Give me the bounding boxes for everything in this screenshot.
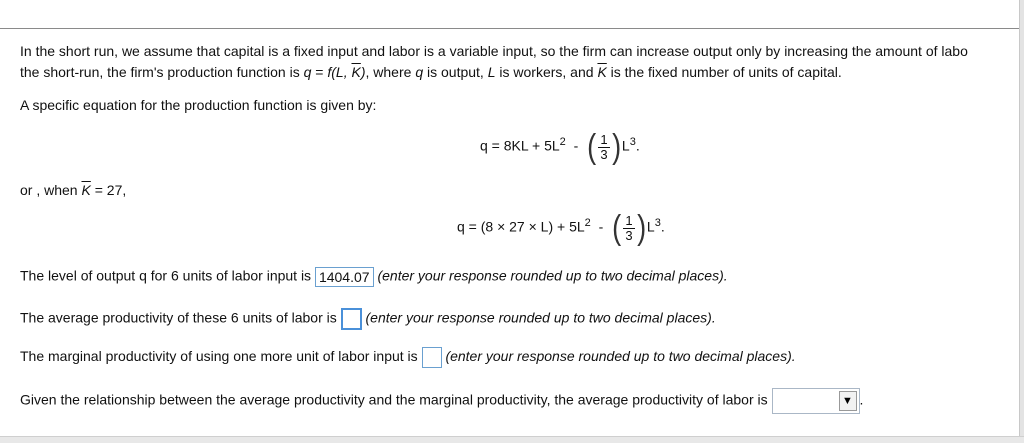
question-2-text: The average productivity of these 6 units of labor is bbox=[20, 309, 341, 326]
scrollbar-edge bbox=[1019, 0, 1024, 442]
when-k-line bbox=[20, 182, 126, 198]
intro-text-2c: is output, bbox=[423, 64, 488, 80]
function-f: f(L, bbox=[327, 64, 352, 80]
fraction-denominator: 3 bbox=[600, 146, 608, 162]
question-1-text: The level of output q for 6 units of labor input is bbox=[20, 267, 315, 284]
question-3-note: (enter your response rounded up to two decimal places). bbox=[445, 348, 796, 365]
fraction-numerator: 1 bbox=[600, 131, 608, 147]
fraction-one-third bbox=[598, 133, 609, 162]
intro-text-2d: is workers, and bbox=[495, 64, 598, 80]
intro-line-2 bbox=[20, 64, 842, 80]
k-value-text: = 27, bbox=[90, 182, 127, 198]
exponent-2: 2 bbox=[559, 136, 566, 149]
specific-equation-label bbox=[20, 97, 376, 113]
fraction-one-third-2 bbox=[623, 214, 634, 243]
when-text: or , when bbox=[20, 182, 82, 198]
question-4-text: Given the relationship between the average productivity and the marginal productivity, the average productivity of labor is bbox=[20, 391, 772, 408]
frame-divider bbox=[0, 28, 1024, 29]
intro-text-2e: is the fixed number of units of capital. bbox=[606, 64, 842, 80]
question-3-text: The marginal productivity of using one more unit of labor input is bbox=[20, 348, 422, 365]
equation-lhs-2: q = (8 × 27 × L) + 5L bbox=[457, 218, 585, 235]
var-k-bar-2: $\overline{K}$ bbox=[597, 64, 607, 80]
exponent-2b: 2 bbox=[584, 217, 591, 230]
right-paren: ) bbox=[611, 128, 621, 166]
left-paren: ( bbox=[587, 128, 597, 166]
period: . bbox=[635, 137, 640, 154]
question-average-productivity bbox=[20, 308, 716, 330]
period-3: . bbox=[859, 391, 864, 408]
specific-text: A specific equation for the production function is given by: bbox=[20, 97, 377, 113]
average-productivity-input[interactable] bbox=[341, 308, 362, 330]
dropdown-arrow-icon[interactable]: ▼ bbox=[839, 391, 857, 411]
question-2-note: (enter your response rounded up to two decimal places). bbox=[365, 309, 716, 326]
question-1-note: (enter your response rounded up to two decimal places). bbox=[377, 267, 728, 284]
var-k-bar: $\overline{K}$ bbox=[351, 64, 361, 80]
intro-text-2b: , where bbox=[365, 64, 416, 80]
exponent-3b: 3 bbox=[654, 217, 661, 230]
exponent-3: 3 bbox=[629, 136, 636, 149]
var-q: q bbox=[303, 64, 312, 80]
equals-sign: = bbox=[311, 64, 328, 80]
production-equation-specific bbox=[457, 211, 665, 245]
close-paren: ) bbox=[360, 64, 366, 80]
minus-sign-2: - bbox=[598, 218, 604, 235]
average-productivity-dropdown[interactable] bbox=[772, 388, 860, 414]
left-paren-2: ( bbox=[612, 209, 622, 247]
var-q-2: q bbox=[415, 64, 424, 80]
marginal-productivity-input[interactable] bbox=[422, 347, 442, 368]
period-2: . bbox=[660, 218, 665, 235]
equation-lhs: q = 8KL + 5L bbox=[480, 137, 560, 154]
intro-text-2a: the short-run, the firm's production function is bbox=[20, 64, 304, 80]
minus-sign: - bbox=[573, 137, 579, 154]
var-l: L bbox=[487, 64, 496, 80]
top-frame bbox=[0, 0, 1024, 28]
production-equation-general bbox=[480, 130, 640, 164]
intro-text-1: In the short run, we assume that capital is a fixed input and labor is a variable input, so the firm can increase output only by increasing the amount of labo bbox=[20, 43, 968, 59]
question-marginal-productivity bbox=[20, 347, 796, 368]
question-relationship bbox=[20, 388, 863, 414]
output-answer-field[interactable]: 1404.07 bbox=[315, 267, 374, 287]
question-output-level bbox=[20, 267, 728, 287]
fraction-denominator-2: 3 bbox=[625, 227, 633, 243]
fraction-numerator-2: 1 bbox=[625, 212, 633, 228]
intro-line-1 bbox=[20, 43, 968, 59]
var-l-term-2: L bbox=[646, 218, 655, 235]
var-k-bar-3: $\overline{K}$ bbox=[81, 182, 91, 198]
right-paren-2: ) bbox=[636, 209, 646, 247]
var-l-term: L bbox=[621, 137, 630, 154]
